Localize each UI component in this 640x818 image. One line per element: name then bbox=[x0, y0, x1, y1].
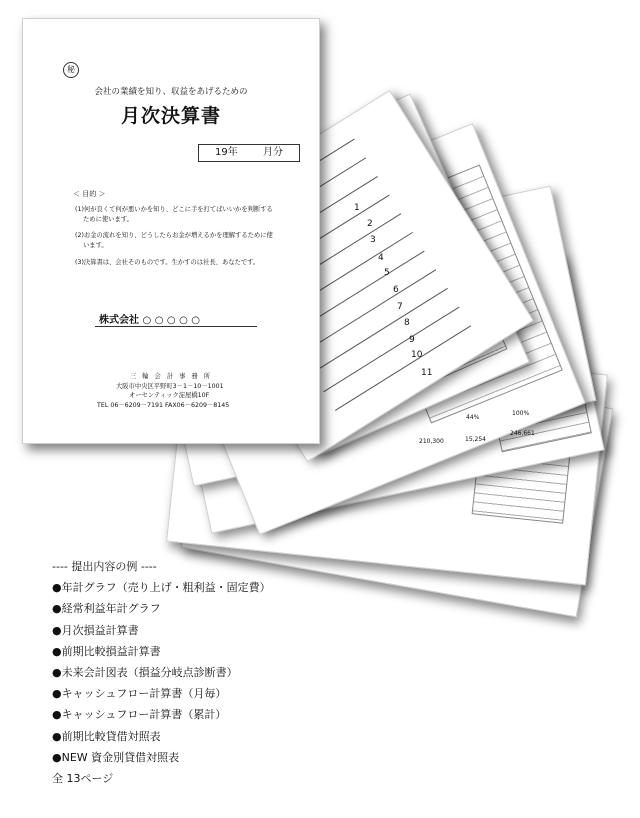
contents-item: ●年計グラフ（売り上げ・粗利益・固定費） bbox=[52, 581, 271, 595]
ledger-value: 100% bbox=[512, 410, 530, 417]
ledger-value: 15,254 bbox=[465, 436, 486, 443]
page-number: 9 bbox=[409, 335, 415, 345]
period-year: 19年 bbox=[215, 147, 238, 158]
page-total: 全 13ページ bbox=[52, 772, 114, 785]
purpose-heading: ＜ 目的 ＞ bbox=[73, 190, 106, 198]
ledger-value: 246,661 bbox=[510, 430, 535, 437]
page-number: 3 bbox=[370, 235, 376, 245]
cover-subtitle: 会社の業績を知り、収益をあげるための bbox=[94, 87, 248, 97]
contents-item: ●前期比較損益計算書 bbox=[52, 644, 161, 658]
company-name: 株式会社 ○ ○ ○ ○ ○ bbox=[99, 315, 201, 326]
page-number: 10 bbox=[411, 350, 423, 360]
page-number: 11 bbox=[421, 368, 433, 378]
contents-item: ●NEW 資金別貸借対照表 bbox=[52, 750, 180, 764]
page-number: 6 bbox=[393, 285, 399, 295]
page-number: 8 bbox=[404, 318, 410, 328]
contents-item: ●前期比較貸借対照表 bbox=[52, 729, 161, 743]
purpose-item: (2)お金の流れを知り、どうしたらお金が増えるかを理解するために使 bbox=[75, 232, 273, 239]
contents-item: ●キャッシュフロー計算書（累計） bbox=[52, 708, 227, 722]
firm-address: オーセンティック淀屋橋10F bbox=[129, 392, 210, 399]
cover-page bbox=[22, 18, 320, 444]
contents-item: ●キャッシュフロー計算書（月毎） bbox=[52, 687, 227, 701]
contents-item: ●月次損益計算書 bbox=[52, 623, 139, 637]
ledger-value: 210,300 bbox=[419, 438, 444, 445]
page-number: 7 bbox=[397, 302, 403, 312]
page-number: 2 bbox=[367, 219, 373, 229]
purpose-item-cont: ために使います。 bbox=[83, 216, 133, 223]
purpose-item: (1)何が良くて何が悪いかを知り、どこに手を打てばいいかを判断する bbox=[75, 206, 273, 213]
contents-item: ●未来会計図表（損益分岐点診断書） bbox=[52, 665, 238, 679]
firm-address: 大阪市中央区平野町3－1－10－1001 bbox=[116, 383, 224, 390]
contents-item: ●経常利益年計グラフ bbox=[52, 602, 161, 616]
ledger-value: 44% bbox=[466, 414, 480, 421]
page-number: 1 bbox=[354, 203, 360, 213]
cover-title: 月次決算書 bbox=[120, 105, 221, 127]
page-number: 5 bbox=[384, 268, 390, 278]
confidential-seal: 秘 bbox=[63, 62, 79, 78]
period-box bbox=[198, 144, 300, 162]
contents-heading: ---- 提出内容の例 ---- bbox=[52, 560, 157, 573]
page-number: 4 bbox=[378, 253, 384, 263]
firm-name: 三 輪 会 計 事 務 所 bbox=[129, 373, 213, 380]
purpose-item-cont: います。 bbox=[83, 242, 108, 249]
period-month: 月分 bbox=[263, 147, 283, 158]
purpose-item: (3)決算書は、会社そのものです。生かすのは社長、あなたです。 bbox=[75, 259, 260, 266]
company-underline bbox=[95, 326, 257, 327]
firm-phone: TEL 06－6209－7191 FAX06－6209－8145 bbox=[97, 402, 230, 409]
contents-list bbox=[52, 556, 271, 768]
